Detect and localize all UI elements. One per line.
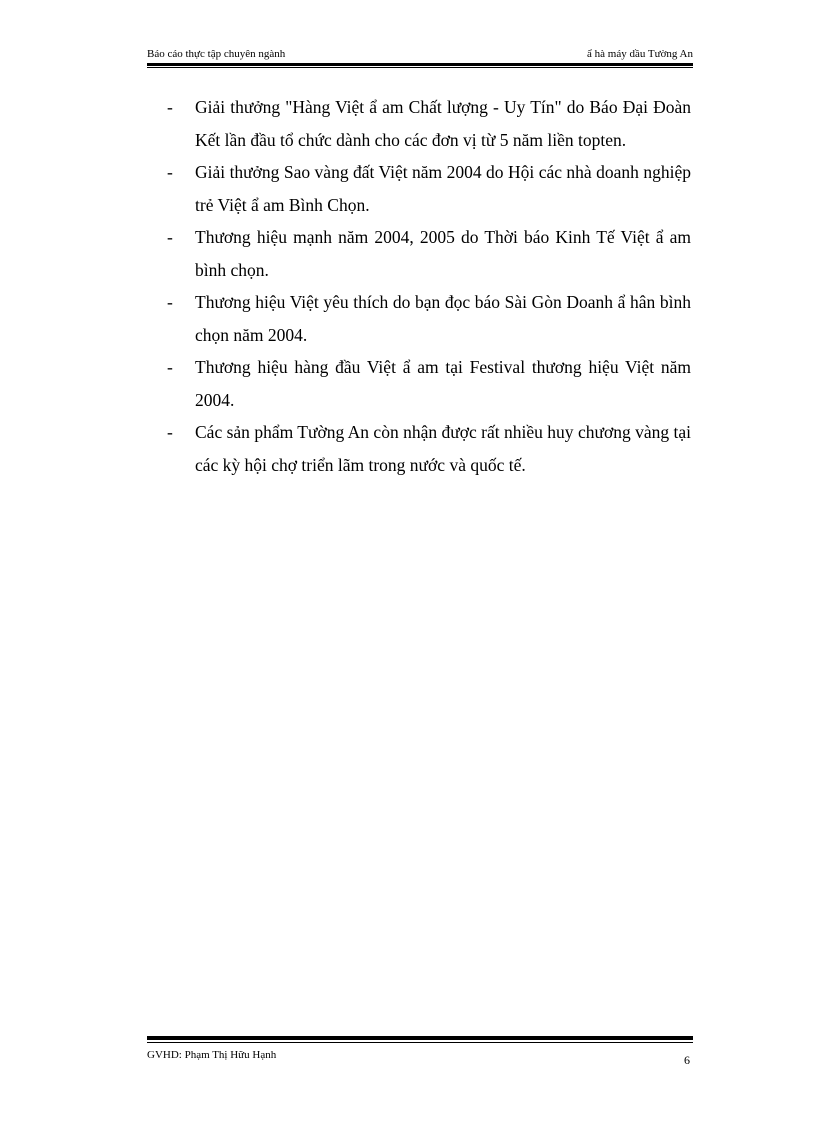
bullet-dash: - xyxy=(167,292,173,312)
list-item xyxy=(167,416,691,481)
list-item-text: Các sản phẩm Tường An còn nhận được rất nhiều huy chương vàng tại các kỳ hội chợ triển lãm trong nước và quốc tế. xyxy=(195,422,691,475)
bullet-dash: - xyxy=(167,422,173,442)
header-company-name: ẩ hà máy dầu Tường An xyxy=(587,48,693,60)
bullet-list xyxy=(167,91,691,481)
bullet-dash: - xyxy=(167,97,173,117)
page-footer xyxy=(147,1036,693,1076)
list-item xyxy=(167,351,691,416)
header-report-title: Báo cáo thực tập chuyên ngành xyxy=(147,48,286,60)
header-rule xyxy=(147,63,693,66)
bullet-dash: - xyxy=(167,357,173,377)
list-item xyxy=(167,221,691,286)
list-item xyxy=(167,156,691,221)
footer-rule xyxy=(147,1036,693,1040)
list-item-text: Thương hiệu hàng đầu Việt ẩ am tại Festival thương hiệu Việt năm 2004. xyxy=(195,357,691,410)
list-item-text: Thương hiệu Việt yêu thích do bạn đọc báo Sài Gòn Doanh ẩ hân bình chọn năm 2004. xyxy=(195,292,691,345)
footer-supervisor: GVHD: Phạm Thị Hữu Hạnh xyxy=(147,1049,277,1061)
list-item xyxy=(167,91,691,156)
footer-rule-thin xyxy=(147,1042,693,1043)
header-rule-thin xyxy=(147,67,693,68)
bullet-dash: - xyxy=(167,162,173,182)
bullet-dash: - xyxy=(167,227,173,247)
list-item-text: Giải thưởng "Hàng Việt ẩ am Chất lượng - Uy Tín" do Báo Đại Đoàn Kết lần đầu tổ chức dành cho các đơn vị từ 5 năm liền topten. xyxy=(195,97,691,150)
list-item-text: Giải thưởng Sao vàng đất Việt năm 2004 do Hội các nhà doanh nghiệp trẻ Việt ẩ am Bình Chọn. xyxy=(195,162,691,215)
list-item-text: Thương hiệu mạnh năm 2004, 2005 do Thời báo Kinh Tế Việt ẩ am bình chọn. xyxy=(195,227,691,280)
list-item xyxy=(167,286,691,351)
page-number: 6 xyxy=(684,1053,690,1067)
page-header xyxy=(147,46,693,70)
